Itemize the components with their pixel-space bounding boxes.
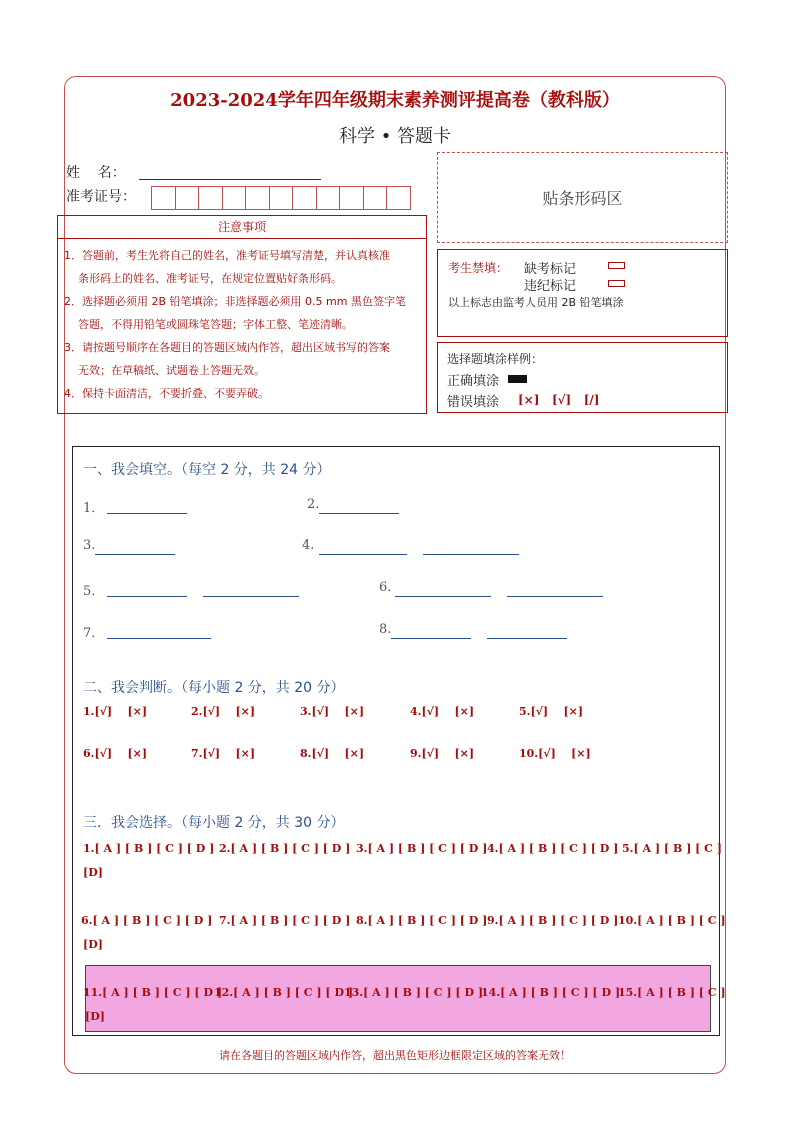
answer-area (72, 446, 720, 1036)
blank-line[interactable] (95, 553, 175, 555)
blank-number: 6. (379, 580, 392, 595)
judge-question[interactable]: 10.[√] [×] (519, 747, 591, 760)
blank-line[interactable] (391, 637, 471, 639)
id-digit-box[interactable] (222, 186, 247, 210)
name-label: 姓 名： (66, 165, 126, 181)
notice-item: 答题，不得用铅笔或圆珠笔答题；字体工整、笔迹清晰。 (78, 318, 353, 331)
exam-id-boxes[interactable] (151, 186, 410, 210)
blank-line[interactable] (107, 512, 187, 514)
blank-number: 8. (379, 622, 392, 637)
section1-title: 一、我会填空。（每空 2 分，共 24 分） (83, 462, 331, 478)
blank-line[interactable] (203, 595, 299, 597)
ban-note: 以上标志由监考人员用 2B 铅笔填涂 (448, 296, 624, 309)
judge-question[interactable]: 5.[√] [×] (519, 705, 584, 718)
page-title: 2023-2024学年四年级期末素养测评提高卷（教科版） (170, 90, 620, 111)
id-digit-box[interactable] (363, 186, 388, 210)
blank-number: 2. (307, 497, 320, 512)
violation-label: 违纪标记 (524, 279, 577, 294)
choice-wrap-d[interactable]: [D] (85, 1010, 105, 1023)
judge-question[interactable]: 3.[√] [×] (300, 705, 365, 718)
section2-title: 二、我会判断。（每小题 2 分，共 20 分） (83, 680, 345, 696)
id-digit-box[interactable] (339, 186, 364, 210)
notice-item: 3．请按题号顺序在各题目的答题区域内作答，超出区域书写的答案 (64, 341, 390, 354)
choice-question[interactable]: 6.[ A ] [ B ] [ C ] [ D ] (81, 914, 213, 927)
judge-question[interactable]: 1.[√] [×] (83, 705, 148, 718)
correct-fill-sample (508, 375, 527, 383)
blank-line[interactable] (319, 553, 407, 555)
id-digit-box[interactable] (316, 186, 341, 210)
blank-line[interactable] (107, 595, 187, 597)
choice-question[interactable]: 14.[ A ] [ B ] [ C ] [ D ] (481, 986, 621, 999)
barcode-area: 贴条形码区 (437, 152, 728, 243)
choice-question[interactable]: 2.[ A ] [ B ] [ C ] [ D ] (219, 842, 351, 855)
page-subtitle: 科学 • 答题卡 (338, 126, 452, 147)
id-digit-box[interactable] (386, 186, 411, 210)
blank-number: 3. (83, 538, 96, 553)
ban-title: 考生禁填： (448, 261, 509, 275)
blank-number: 7． (83, 626, 105, 641)
choice-question[interactable]: 9.[ A ] [ B ] [ C ] [ D ] (487, 914, 619, 927)
blank-number: 5． (83, 584, 105, 599)
name-field[interactable] (139, 178, 321, 180)
choice-question[interactable]: 5.[ A ] [ B ] [ C ] (622, 842, 722, 855)
notice-box (57, 215, 427, 414)
judge-question[interactable]: 7.[√] [×] (191, 747, 256, 760)
notice-item: 1．答题前，考生先将自己的姓名，准考证号填写清楚，并认真核准 (64, 249, 390, 262)
choice-question[interactable]: 3.[ A ] [ B ] [ C ] [ D ] (356, 842, 488, 855)
choice-question[interactable]: 10.[ A ] [ B ] [ C ] (618, 914, 726, 927)
blank-line[interactable] (487, 637, 567, 639)
blank-line[interactable] (507, 595, 603, 597)
id-digit-box[interactable] (198, 186, 223, 210)
notice-item: 无效；在草稿纸、试题卷上答题无效。 (78, 364, 265, 377)
correct-label: 正确填涂 (447, 374, 500, 389)
id-digit-box[interactable] (269, 186, 294, 210)
id-digit-box[interactable] (245, 186, 270, 210)
choice-question[interactable]: 13.[ A ] [ B ] [ C ] [ D ] (344, 986, 484, 999)
blank-number: 1． (83, 501, 105, 516)
choice-question[interactable]: 4.[ A ] [ B ] [ C ] [ D ] (487, 842, 619, 855)
choice-question[interactable]: 1.[ A ] [ B ] [ C ] [ D ] (83, 842, 215, 855)
judge-question[interactable]: 9.[√] [×] (410, 747, 475, 760)
notice-item: 4．保持卡面清洁，不要折叠、不要弄破。 (64, 387, 269, 400)
choice-question[interactable]: 7.[ A ] [ B ] [ C ] [ D ] (219, 914, 351, 927)
id-digit-box[interactable] (151, 186, 176, 210)
choice-question[interactable]: 15.[ A ] [ B ] [ C ] (618, 986, 726, 999)
id-label: 准考证号： (66, 189, 136, 205)
judge-question[interactable]: 4.[√] [×] (410, 705, 475, 718)
choice-wrap-d[interactable]: [D] (83, 938, 103, 951)
notice-title: 注意事项 (58, 216, 426, 239)
fill-sample-box (437, 342, 728, 413)
blank-line[interactable] (107, 637, 211, 639)
absent-mark[interactable] (608, 262, 625, 269)
sample-title: 选择题填涂样例： (447, 352, 544, 366)
footer-warning: 请在各题目的答题区域内作答，超出黑色矩形边框限定区域的答案无效！ (219, 1049, 571, 1062)
notice-item: 条形码上的姓名、准考证号，在规定位置贴好条形码。 (78, 272, 342, 285)
choice-wrap-d[interactable]: [D] (83, 866, 103, 879)
wrong-label: 错误填涂 (447, 395, 500, 410)
blank-line[interactable] (319, 512, 399, 514)
notice-item: 2．选择题必须用 2B 铅笔填涂；非选择题必须用 0.5 mm 黑色签字笔 (64, 295, 406, 308)
choice-question[interactable]: 12.[ A ] [ B ] [ C ] [ D ] (214, 986, 354, 999)
examiner-only-box (437, 249, 728, 337)
judge-question[interactable]: 6.[√] [×] (83, 747, 148, 760)
absent-label: 缺考标记 (524, 262, 577, 277)
choice-question[interactable]: 11.[ A ] [ B ] [ C ] [ D ] (83, 986, 223, 999)
section3-title: 三．我会选择。（每小题 2 分，共 30 分） (83, 815, 345, 831)
blank-line[interactable] (423, 553, 519, 555)
judge-question[interactable]: 2.[√] [×] (191, 705, 256, 718)
judge-question[interactable]: 8.[√] [×] (300, 747, 365, 760)
id-digit-box[interactable] (175, 186, 200, 210)
id-digit-box[interactable] (292, 186, 317, 210)
blank-line[interactable] (395, 595, 491, 597)
choice-question[interactable]: 8.[ A ] [ B ] [ C ] [ D ] (356, 914, 488, 927)
blank-number: 4. (302, 538, 315, 553)
wrong-fill-samples: [×] [√] [/] (518, 393, 600, 407)
violation-mark[interactable] (608, 280, 625, 287)
